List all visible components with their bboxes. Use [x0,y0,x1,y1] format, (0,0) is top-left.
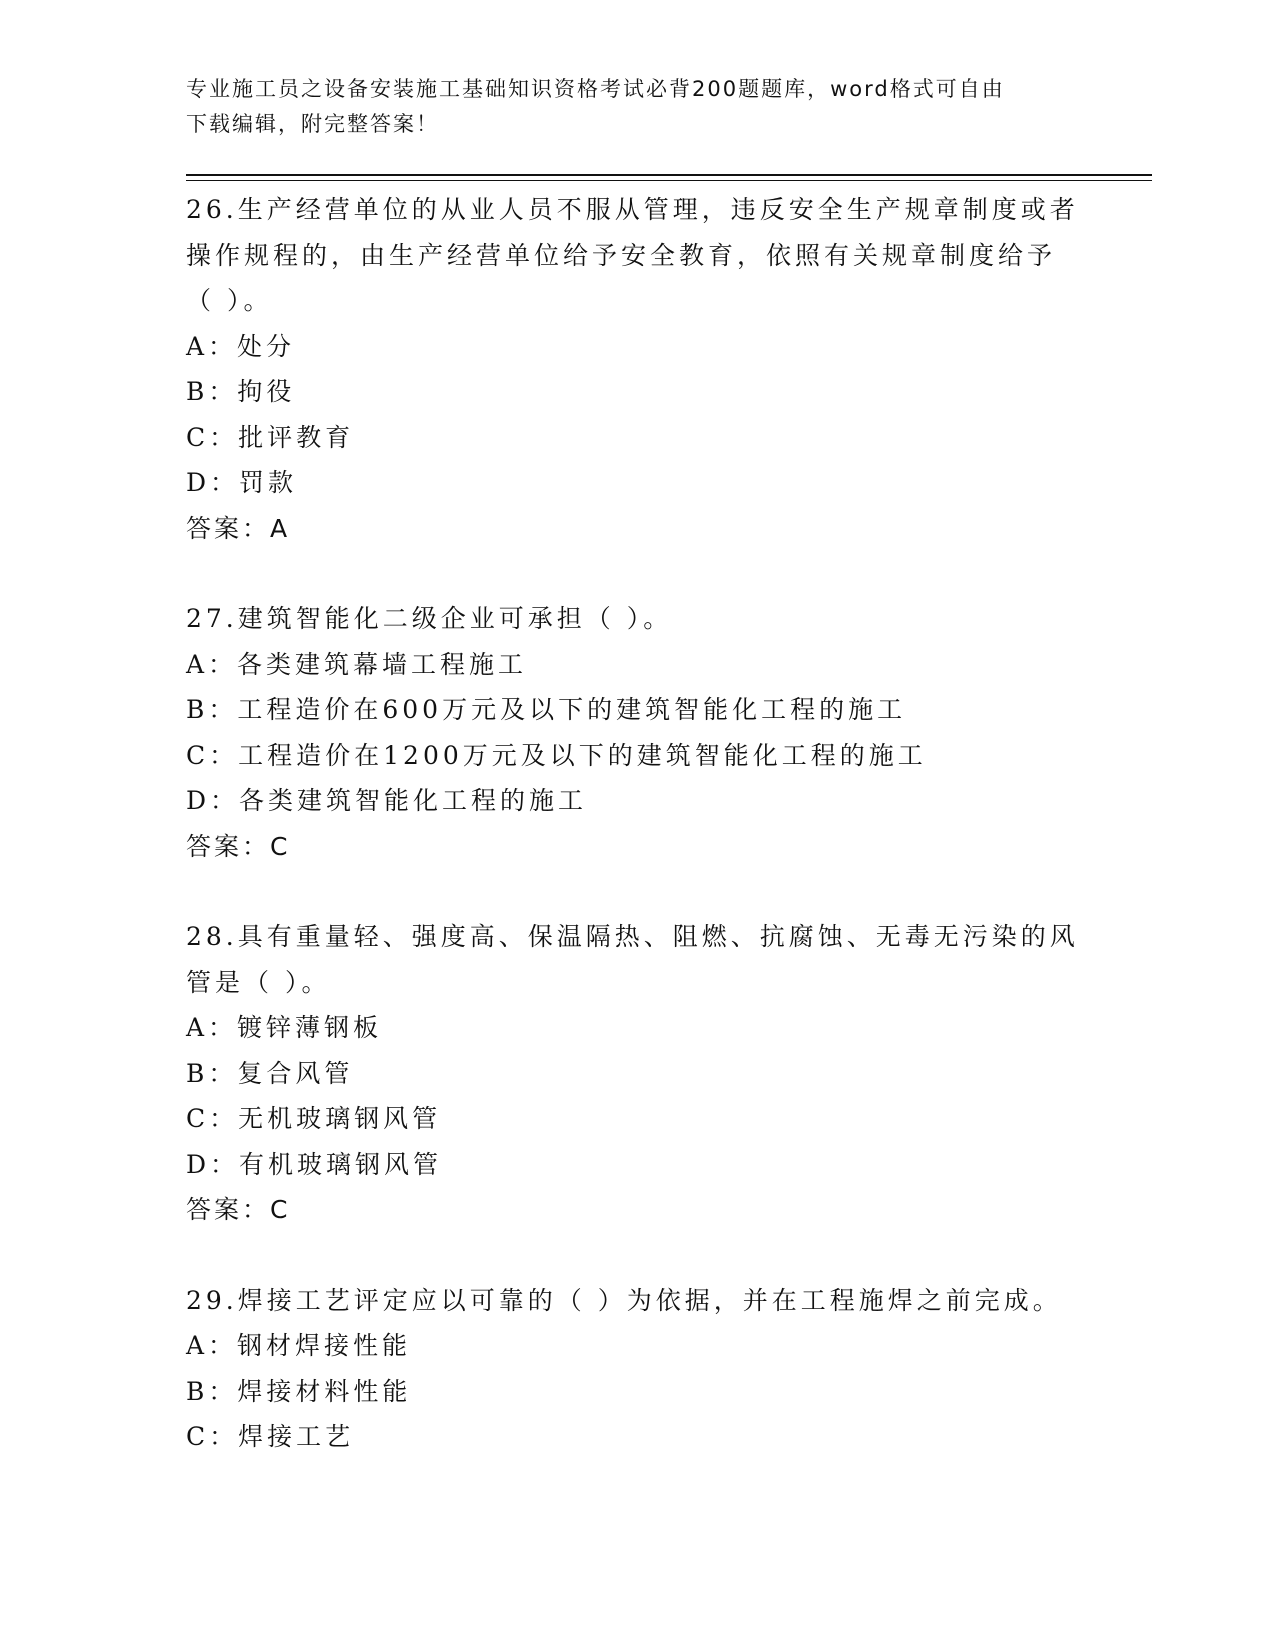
question-list [186,187,1086,1505]
header-line-2: 下载编辑，附完整答案！ [186,112,439,136]
question-text-line: （ ）。 [186,286,273,315]
option-b: B：复合风管 [186,1058,354,1088]
answer: 答案：C [186,831,291,861]
question-28 [186,914,1086,1233]
question-27 [186,596,1086,869]
question-text-line: 28.具有重量轻、强度高、保温隔热、阻燃、抗腐蚀、无毒无污染的风 [186,922,1079,951]
question-26 [186,187,1086,551]
answer: 答案：A [186,513,291,543]
question-text-line: 29.焊接工艺评定应以可靠的（ ）为依据，并在工程施焊之前完成。 [186,1285,1062,1315]
question-text-line: 管是（ ）。 [186,967,331,997]
option-c: C：无机玻璃钢风管 [186,1104,442,1133]
option-a: A：各类建筑幕墙工程施工 [186,649,528,679]
option-a: A：镀锌薄钢板 [186,1013,383,1042]
question-text-line: 26.生产经营单位的从业人员不服从管理，违反安全生产规章制度或者 [186,195,1079,224]
question-text-line: 操作规程的，由生产经营单位给予安全教育，依照有关规章制度给予 [186,240,1057,270]
header-divider-thin [186,180,1152,181]
option-c: C：批评教育 [186,422,355,452]
option-b: B：拘役 [186,377,296,406]
option-d: D：有机玻璃钢风管 [186,1149,443,1179]
question-text-line: 27.建筑智能化二级企业可承担（ ）。 [186,604,673,633]
option-c: C：焊接工艺 [186,1422,355,1451]
option-b: B：工程造价在600万元及以下的建筑智能化工程的施工 [186,695,907,724]
option-b: B：焊接材料性能 [186,1376,412,1406]
answer: 答案：C [186,1195,291,1224]
document-header [186,72,1066,142]
option-c: C：工程造价在1200万元及以下的建筑智能化工程的施工 [186,740,927,770]
option-d: D：罚款 [186,468,298,497]
option-d: D：各类建筑智能化工程的施工 [186,786,588,815]
option-a: A：处分 [186,331,296,361]
header-divider-thick [186,174,1152,176]
header-line-1: 专业施工员之设备安装施工基础知识资格考试必背200题题库，word格式可自由 [186,77,1005,101]
question-29 [186,1278,1086,1460]
option-a: A：钢材焊接性能 [186,1331,412,1360]
